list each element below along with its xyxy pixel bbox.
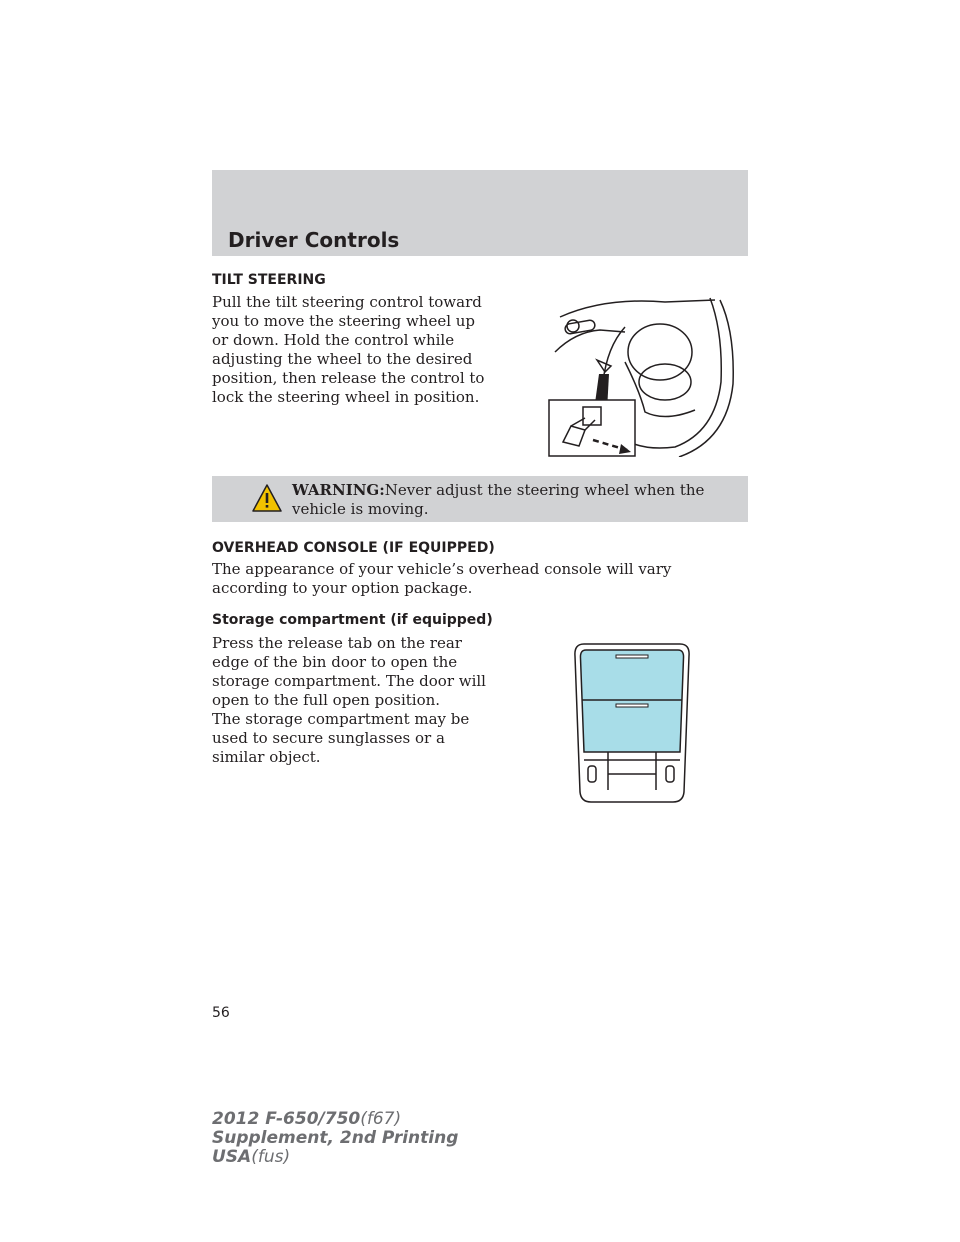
overhead-console-illustration <box>572 642 692 804</box>
tilt-steering-illustration <box>545 292 750 457</box>
text-line: storage compartment. The door will <box>212 672 486 690</box>
text-line: lock the steering wheel in position. <box>212 388 480 406</box>
warning-triangle-icon <box>252 484 282 512</box>
section-header <box>212 170 748 256</box>
footer-market: USA <box>212 1147 252 1167</box>
text-line: position, then release the control to <box>212 369 485 387</box>
text-line: adjusting the wheel to the desired <box>212 350 473 368</box>
text-line: edge of the bin door to open the <box>212 653 458 671</box>
text-line: or down. Hold the control while <box>212 331 455 349</box>
tilt-steering-heading: TILT STEERING <box>212 272 326 288</box>
text-line: open to the full open position. <box>212 691 441 709</box>
footer-line-2: Supplement, 2nd Printing <box>212 1128 459 1148</box>
footer-model: 2012 F-650/750 <box>212 1109 361 1129</box>
text-line: similar object. <box>212 748 321 766</box>
text-line: The storage compartment may be <box>212 710 470 728</box>
warning-label: WARNING: <box>292 481 385 499</box>
footer-line-3 <box>212 1148 458 1167</box>
text-line: Press the release tab on the rear <box>212 634 462 652</box>
warning-box <box>212 476 748 522</box>
footer-market-code: (fus) <box>251 1147 291 1167</box>
warning-message: Never adjust the steering wheel when the vehicle is moving. <box>292 481 705 518</box>
overhead-console-heading: OVERHEAD CONSOLE (IF EQUIPPED) <box>212 540 495 556</box>
print-footer <box>212 1110 458 1167</box>
storage-paragraph-2 <box>212 710 469 767</box>
overhead-console-intro: The appearance of your vehicle’s overhead console will vary according to your option package. <box>212 560 672 597</box>
page-number: 56 <box>212 1005 230 1021</box>
text-line: used to secure sunglasses or a <box>212 729 445 747</box>
storage-compartment-heading: Storage compartment (if equipped) <box>212 612 493 628</box>
text-line: Pull the tilt steering control toward <box>212 293 482 311</box>
tilt-steering-paragraph <box>212 293 484 407</box>
footer-model-code: (f67) <box>360 1109 402 1129</box>
warning-text <box>292 481 742 519</box>
text-line: you to move the steering wheel up <box>212 312 476 330</box>
section-title: Driver Controls <box>228 228 400 252</box>
footer-line-1 <box>212 1110 458 1129</box>
storage-paragraph-1 <box>212 634 486 710</box>
